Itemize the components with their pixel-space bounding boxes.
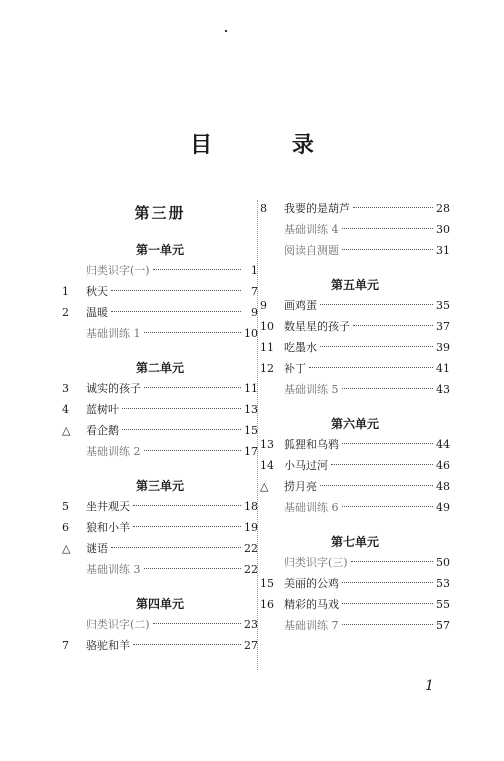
toc-left-column	[62, 198, 258, 656]
lesson-page-number: 9	[251, 306, 258, 319]
lesson-number: 5	[62, 500, 69, 513]
toc-entry[interactable]	[62, 323, 258, 344]
lesson-number: 12	[260, 362, 274, 375]
toc-entry[interactable]	[260, 552, 450, 573]
lesson-page-number: 41	[436, 362, 450, 375]
lesson-title: 归类识字(三)	[284, 556, 348, 569]
toc-entry[interactable]	[260, 379, 450, 400]
lesson-number: 11	[260, 341, 274, 354]
lesson-page-number: 18	[244, 500, 258, 513]
page-title: 目 录	[190, 133, 350, 158]
lesson-number: 14	[260, 459, 274, 472]
lesson-page-number: 30	[436, 223, 450, 236]
lesson-page-number: 46	[436, 459, 450, 472]
dot-leader	[144, 387, 241, 388]
lesson-title: 美丽的公鸡	[284, 577, 339, 590]
lesson-title: 谜语	[86, 542, 108, 555]
lesson-title: 基础训练 1	[86, 327, 141, 340]
dot-leader	[133, 526, 241, 527]
dot-leader	[320, 485, 433, 486]
unit-heading: 第三单元	[135, 479, 184, 493]
dot-leader	[342, 582, 433, 583]
toc-entry[interactable]	[260, 316, 450, 337]
dot-leader	[351, 561, 433, 562]
dot-leader	[122, 429, 241, 430]
lesson-page-number: 13	[244, 403, 258, 416]
unit-heading: 第六单元	[330, 417, 379, 431]
dot-leader	[353, 325, 433, 326]
lesson-title: 诚实的孩子	[86, 382, 141, 395]
toc-entry[interactable]	[260, 358, 450, 379]
lesson-page-number: 44	[436, 438, 450, 451]
lesson-page-number: 17	[244, 445, 258, 458]
dot-leader	[342, 506, 434, 507]
lesson-title: 小马过河	[284, 459, 328, 472]
lesson-number: 15	[260, 577, 274, 590]
toc-entry[interactable]	[62, 302, 258, 323]
lesson-page-number: 43	[436, 383, 450, 396]
dot-leader	[342, 388, 434, 389]
lesson-page-number: 22	[244, 563, 258, 576]
dot-leader	[111, 547, 241, 548]
dot-leader	[153, 269, 241, 270]
toc-entry[interactable]	[260, 219, 450, 240]
toc-entry[interactable]	[62, 260, 258, 281]
dot-leader	[342, 624, 434, 625]
toc-entry[interactable]	[260, 455, 450, 476]
lesson-title: 吃墨水	[284, 341, 317, 354]
lesson-title: 狐狸和乌鸦	[284, 438, 339, 451]
lesson-page-number: 35	[436, 299, 450, 312]
dot-leader	[342, 603, 433, 604]
lesson-page-number: 57	[436, 619, 450, 632]
lesson-page-number: 11	[244, 382, 258, 395]
toc-right-column	[260, 198, 450, 636]
lesson-title: 基础训练 4	[284, 223, 339, 236]
book-title: 第三册	[134, 204, 186, 222]
lesson-number: △	[62, 424, 71, 437]
lesson-title: 蓝树叶	[86, 403, 119, 416]
lesson-number: △	[62, 542, 71, 555]
toc-entry[interactable]	[62, 614, 258, 635]
unit-heading: 第七单元	[330, 535, 379, 549]
dot-leader	[153, 623, 241, 624]
lesson-page-number: 10	[244, 327, 258, 340]
lesson-title: 秋天	[86, 285, 108, 298]
dot-leader	[320, 304, 433, 305]
lesson-title: 画鸡蛋	[284, 299, 317, 312]
lesson-number: 4	[62, 403, 69, 416]
toc-entry[interactable]	[62, 399, 258, 420]
toc-entry[interactable]	[260, 337, 450, 358]
unit-heading: 第二单元	[135, 361, 184, 375]
lesson-page-number: 23	[244, 618, 258, 631]
dot-leader	[342, 249, 433, 250]
lesson-number: 9	[260, 299, 267, 312]
lesson-page-number: 53	[436, 577, 450, 590]
unit-heading: 第五单元	[330, 278, 379, 292]
dot-leader	[342, 443, 433, 444]
dot-leader	[320, 346, 433, 347]
lesson-title: 精彩的马戏	[284, 598, 339, 611]
toc-entry[interactable]	[260, 615, 450, 636]
lesson-page-number: 28	[436, 202, 450, 215]
dot-leader	[133, 644, 241, 645]
lesson-number: 7	[62, 639, 69, 652]
toc-entry[interactable]	[260, 476, 450, 497]
lesson-page-number: 1	[251, 264, 258, 277]
toc-entry[interactable]	[260, 434, 450, 455]
lesson-page-number: 39	[436, 341, 450, 354]
dot-leader	[133, 505, 241, 506]
lesson-number: 2	[62, 306, 69, 319]
lesson-number: 13	[260, 438, 274, 451]
lesson-title: 基础训练 6	[284, 501, 339, 514]
lesson-page-number: 27	[244, 639, 258, 652]
toc-entry[interactable]	[62, 281, 258, 302]
page-number: 1	[425, 678, 434, 694]
unit-heading: 第四单元	[135, 597, 184, 611]
toc-entry[interactable]	[62, 441, 258, 462]
lesson-title: 归类识字(二)	[86, 618, 150, 631]
toc-entry[interactable]	[260, 295, 450, 316]
unit-heading: 第一单元	[135, 243, 184, 257]
toc-entry[interactable]	[260, 240, 450, 261]
lesson-page-number: 49	[436, 501, 450, 514]
lesson-title: 基础训练 3	[86, 563, 141, 576]
lesson-page-number: 55	[436, 598, 450, 611]
dot-leader	[309, 367, 433, 368]
toc-entry[interactable]	[260, 497, 450, 518]
lesson-title: 看企鹅	[86, 424, 119, 437]
lesson-page-number: 48	[436, 480, 450, 493]
toc-entry[interactable]	[62, 559, 258, 580]
lesson-title: 骆驼和羊	[86, 639, 130, 652]
lesson-number: 8	[260, 202, 267, 215]
lesson-page-number: 7	[251, 285, 258, 298]
lesson-title: 基础训练 2	[86, 445, 141, 458]
lesson-number: 6	[62, 521, 69, 534]
toc-entry[interactable]	[260, 198, 450, 219]
lesson-title: 阅读自测题	[284, 244, 339, 257]
lesson-title: 数星星的孩子	[284, 320, 350, 333]
lesson-number: 10	[260, 320, 274, 333]
lesson-page-number: 50	[436, 556, 450, 569]
dot-leader	[144, 332, 242, 333]
lesson-page-number: 15	[244, 424, 258, 437]
toc-entry[interactable]	[62, 517, 258, 538]
lesson-page-number: 22	[244, 542, 258, 555]
lesson-number: △	[260, 480, 269, 493]
lesson-page-number: 19	[244, 521, 258, 534]
lesson-number: 1	[62, 285, 69, 298]
dot-leader	[331, 464, 433, 465]
lesson-page-number: 37	[436, 320, 450, 333]
lesson-title: 坐井观天	[86, 500, 130, 513]
lesson-title: 归类识字(一)	[86, 264, 150, 277]
lesson-title: 基础训练 5	[284, 383, 339, 396]
toc-entry[interactable]	[62, 496, 258, 517]
lesson-title: 基础训练 7	[284, 619, 339, 632]
dot-leader	[144, 568, 242, 569]
lesson-number: 16	[260, 598, 274, 611]
dot-leader	[144, 450, 242, 451]
lesson-title: 温暖	[86, 306, 108, 319]
dot-leader	[111, 311, 241, 312]
lesson-title: 捞月亮	[284, 480, 317, 493]
lesson-title: 狼和小羊	[86, 521, 130, 534]
lesson-title: 补丁	[284, 362, 306, 375]
toc-entry[interactable]	[62, 420, 258, 441]
dot-leader	[122, 408, 241, 409]
toc-entry[interactable]	[260, 594, 450, 615]
toc-entry[interactable]	[260, 573, 450, 594]
lesson-number: 3	[62, 382, 69, 395]
scan-speck	[225, 30, 227, 32]
lesson-title: 我要的是葫芦	[284, 202, 350, 215]
toc-entry[interactable]	[62, 635, 258, 656]
dot-leader	[342, 228, 434, 229]
dot-leader	[111, 290, 241, 291]
toc-entry[interactable]	[62, 538, 258, 559]
dot-leader	[353, 207, 433, 208]
lesson-page-number: 31	[436, 244, 450, 257]
toc-entry[interactable]	[62, 378, 258, 399]
